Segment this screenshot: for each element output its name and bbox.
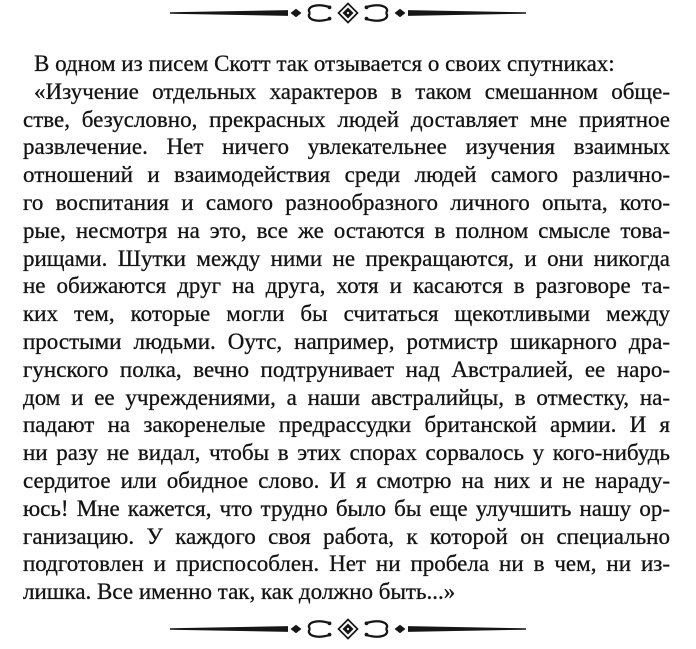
text-line: отношений и взаимодействия среди людей самого различно-	[23, 162, 670, 188]
text-line: рые, несмотря на это, все же остаются в полном смысле това-	[23, 217, 670, 243]
text-line: ни разу не видал, чтобы в этих спорах сорвалось у кого-нибудь	[23, 440, 670, 466]
text-line: «Изучение отдельных характеров в таком смешанном обще-	[34, 78, 670, 104]
text-line: простыми людьми. Оутс, например, ротмистр шикарного дра-	[23, 328, 670, 354]
text-line: го воспитания и самого разнообразного личного опыта, кото-	[23, 189, 670, 215]
text-line: развлечение. Нет ничего увлекательнее изучения взаимных	[23, 134, 670, 160]
text-line: гунского полка, вечно подтрунивает над Австралией, ее наро-	[23, 356, 670, 382]
divider-ornament-bottom	[0, 618, 696, 640]
text-line: падают на закоренелые предрассудки британской армии. И я	[23, 412, 670, 438]
floral-scroll-divider-icon	[170, 618, 526, 640]
text-line: лишка. Все именно так, как должно быть...»	[23, 579, 456, 605]
text-line: не обижаются друг на друга, хотя и касаются в разговоре та-	[23, 273, 670, 299]
paragraph-2	[23, 78, 670, 606]
text-line: ких тем, которые могли бы считаться щекотливыми между	[23, 301, 670, 327]
floral-diamond-icon	[339, 4, 358, 23]
text-line: юсь! Мне кажется, что трудно было бы еще улучшить нашу ор-	[23, 495, 670, 521]
book-page	[0, 2, 696, 649]
text-line: ганизацию. У каждого своя работа, к которой он специально	[23, 523, 670, 549]
text-line: стве, безусловно, прекрасных людей доставляет мне приятное	[23, 106, 670, 132]
floral-diamond-icon	[339, 619, 358, 638]
text-line: В одном из писем Скотт так отзывается о своих спутниках:	[34, 51, 615, 76]
floral-scroll-divider-icon	[170, 2, 526, 24]
text-line: дом и ее учреждениями, а наши австралийцы, в отместку, на-	[23, 384, 670, 410]
divider-ornament-top	[0, 2, 696, 24]
paragraph-1	[23, 50, 670, 78]
text-line: рищами. Шутки между ними не прекращаются, и они никогда	[23, 245, 670, 271]
text-block	[23, 50, 670, 606]
text-line: сердитое или обидное слово. И я смотрю на них и не нараду-	[23, 467, 670, 493]
text-line: подготовлен и приспособлен. Нет ни пробела ни в чем, ни из-	[23, 551, 670, 577]
